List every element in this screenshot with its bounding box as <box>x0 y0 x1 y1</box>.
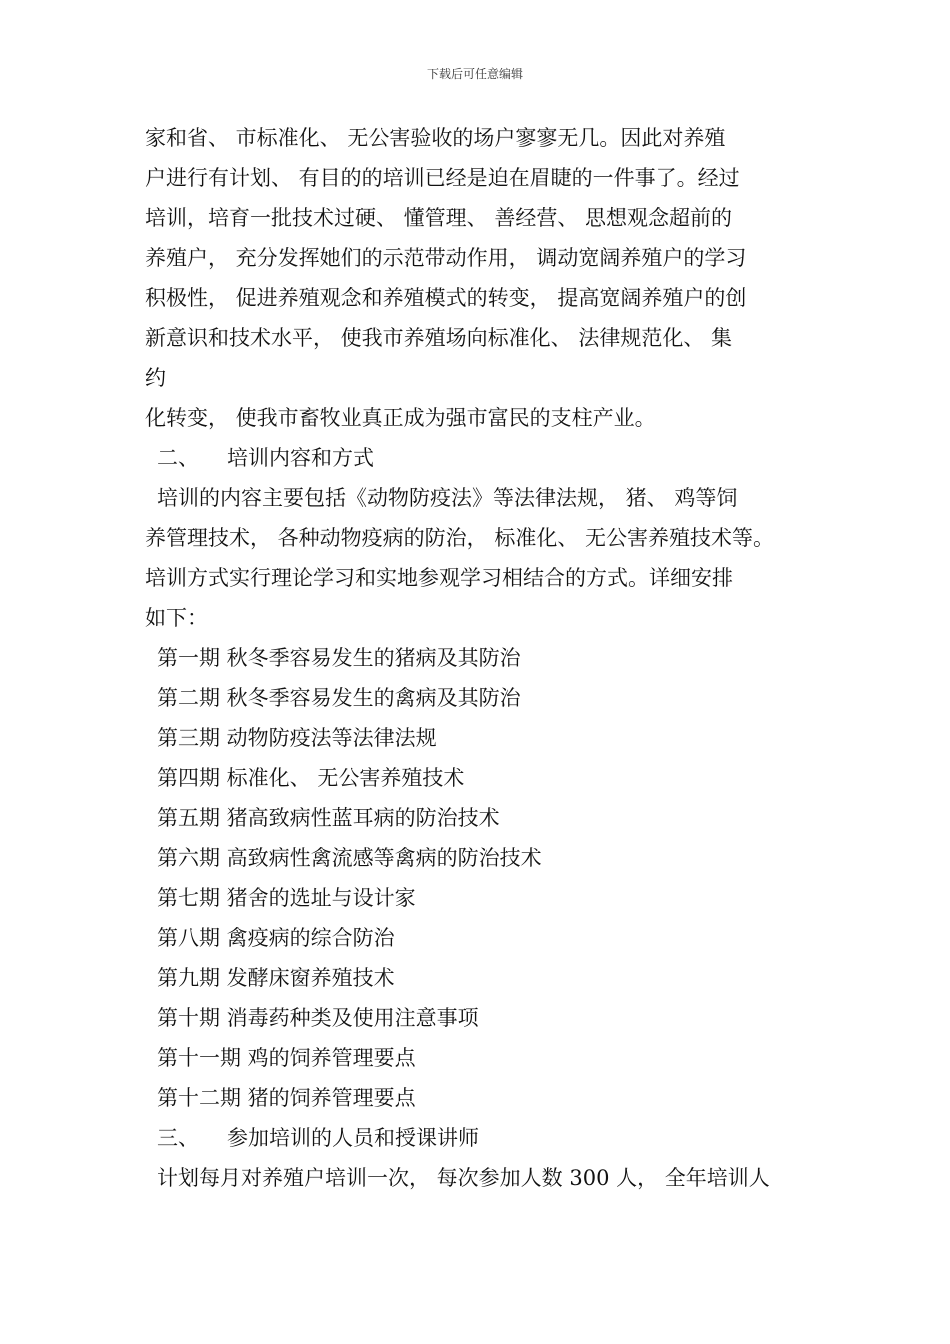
schedule-item: 第十期 消毒药种类及使用注意事项 <box>157 1006 479 1030</box>
schedule-item: 第八期 禽疫病的综合防治 <box>157 926 395 950</box>
training-schedule-list <box>145 638 825 1118</box>
schedule-item: 第十二期 猪的饲养管理要点 <box>157 1086 416 1110</box>
paragraph-participants <box>145 1158 825 1198</box>
section-number: 二、 <box>157 446 199 470</box>
paragraph-training-content <box>145 478 825 638</box>
paragraph-line: 养殖户， 充分发挥她们的示范带动作用， 调动宽阔养殖户的学习 <box>145 246 747 270</box>
paragraph-line: 家和省、 市标准化、 无公害验收的场户寥寥无几。因此对养殖 <box>145 126 726 150</box>
paragraph-line: 计划每月对养殖户培训一次， 每次参加人数 300 人， 全年培训人 <box>157 1166 770 1190</box>
section-heading-participants <box>145 1118 825 1158</box>
schedule-item: 第五期 猪高致病性蓝耳病的防治技术 <box>157 806 500 830</box>
schedule-item: 第六期 高致病性禽流感等禽病的防治技术 <box>157 846 542 870</box>
paragraph-line: 如下： <box>145 606 208 630</box>
paragraph-line: 培训，培育一批技术过硬、 懂管理、 善经营、 思想观念超前的 <box>145 206 733 230</box>
section-heading-training-content <box>145 438 825 478</box>
paragraph-line: 培训的内容主要包括《动物防疫法》等法律法规， 猪、 鸡等饲 <box>157 486 738 510</box>
page-header: 下载后可任意编辑 <box>426 67 523 81</box>
paragraph-line: 培训方式实行理论学习和实地参观学习相结合的方式。详细安排 <box>145 566 733 590</box>
schedule-item: 第四期 标准化、 无公害养殖技术 <box>157 766 465 790</box>
section-title: 培训内容和方式 <box>227 446 374 470</box>
schedule-item: 第三期 动物防疫法等法律法规 <box>157 726 437 750</box>
paragraph-line: 新意识和技术水平， 使我市养殖场向标准化、 法律规范化、 集 <box>145 326 733 350</box>
paragraph-line: 养管理技术， 各种动物疫病的防治， 标准化、 无公害养殖技术等。 <box>145 526 775 550</box>
paragraph-line: 积极性， 促进养殖观念和养殖模式的转变， 提高宽阔养殖户的创 <box>145 286 747 310</box>
paragraph-line: 约 <box>145 366 166 390</box>
paragraph-line: 化转变， 使我市畜牧业真正成为强市富民的支柱产业。 <box>145 406 656 430</box>
schedule-item: 第十一期 鸡的饲养管理要点 <box>157 1046 416 1070</box>
document-body <box>145 118 825 1198</box>
paragraph-standardization <box>145 118 825 438</box>
schedule-item: 第七期 猪舍的选址与设计家 <box>157 886 416 910</box>
schedule-item: 第九期 发酵床窗养殖技术 <box>157 966 395 990</box>
schedule-item: 第二期 秋冬季容易发生的禽病及其防治 <box>157 686 521 710</box>
paragraph-line: 户进行有计划、 有目的的培训已经是迫在眉睫的一件事了。经过 <box>145 166 740 190</box>
section-title: 参加培训的人员和授课讲师 <box>227 1126 479 1150</box>
section-number: 三、 <box>157 1126 199 1150</box>
schedule-item: 第一期 秋冬季容易发生的猪病及其防治 <box>157 646 521 670</box>
